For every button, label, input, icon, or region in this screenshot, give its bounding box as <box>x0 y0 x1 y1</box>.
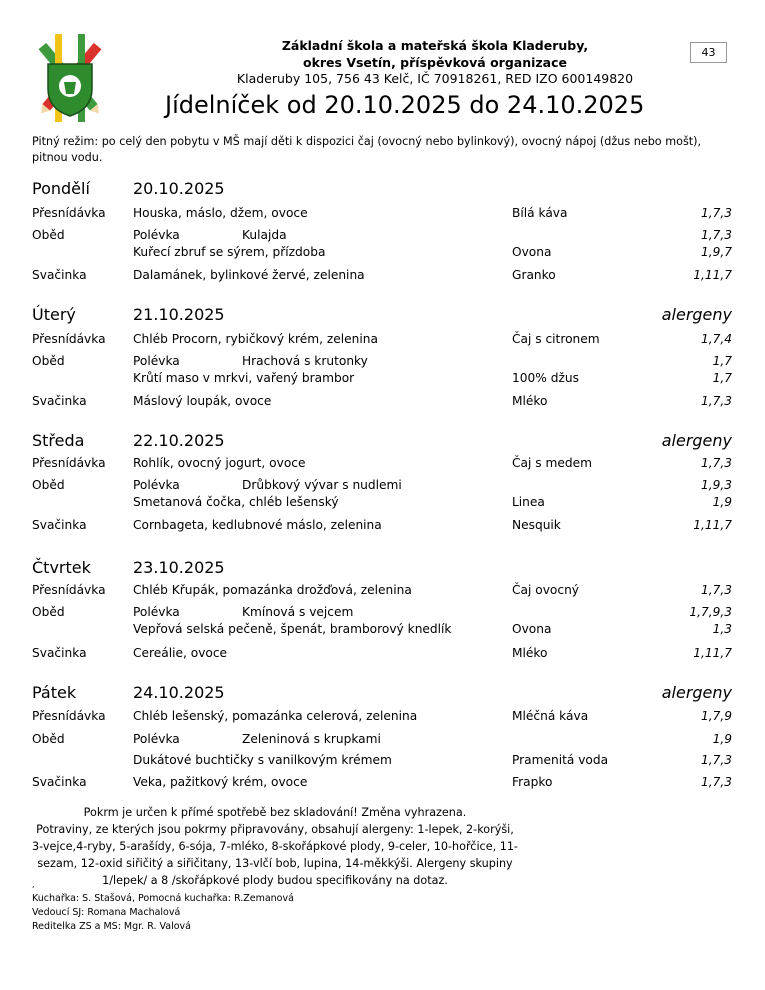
drink-item: Mléko <box>512 646 548 660</box>
staff-manager: Vedoucí SJ: Romana Machalová <box>32 907 181 918</box>
drink-item: Ovona <box>512 245 552 259</box>
school-name-line2: okres Vsetín, příspěvková organizace <box>302 55 567 70</box>
drink-item: Granko <box>512 268 556 282</box>
meal-type: Oběd <box>32 605 65 619</box>
allergen-codes: 1,9 <box>712 732 732 746</box>
allergens-heading: alergeny <box>661 305 732 324</box>
allergen-codes: 1,9 <box>712 495 732 509</box>
drink-item: Mléčná káva <box>512 709 589 723</box>
soup-name: Zeleninová s krupkami <box>242 732 381 746</box>
meal-type: Přesnídávka <box>32 456 106 470</box>
soup-name: Kmínová s vejcem <box>242 605 354 619</box>
footer-line: Pokrm je určen k přímé spotřebě bez skladování! Změna vyhrazena. <box>83 806 467 819</box>
drink-item: Čaj s citronem <box>512 332 600 346</box>
allergen-codes: 1,7,4 <box>700 332 732 346</box>
allergen-codes: 1,7,3 <box>700 775 732 789</box>
meal-type: Svačinka <box>32 646 87 660</box>
footer-line: 1/lepek/ a 8 /skořápkové plody budou specifikovány na dotaz. <box>102 874 448 887</box>
meal-type: Přesnídávka <box>32 583 106 597</box>
staff-director: Reditelka ZS a MS: Mgr. R. Valová <box>32 921 191 932</box>
meal-type: Svačinka <box>32 394 87 408</box>
day-name: Čtvrtek <box>32 558 91 577</box>
allergen-codes: 1,9,7 <box>700 245 732 259</box>
day-name: Úterý <box>32 305 76 324</box>
meal-type: Oběd <box>32 354 65 368</box>
food-item: Chléb Procorn, rybičkový krém, zelenina <box>133 332 378 346</box>
allergen-codes: 1,7 <box>712 354 732 368</box>
drink-item: Mléko <box>512 394 548 408</box>
allergen-codes: 1,7,9 <box>700 709 732 723</box>
day-date: 20.10.2025 <box>133 179 225 198</box>
day-name: Středa <box>32 431 85 450</box>
food-item: Máslový loupák, ovoce <box>133 394 272 408</box>
allergen-codes: 1,7,3 <box>700 456 732 470</box>
meal-type: Přesnídávka <box>32 332 106 346</box>
allergen-codes: 1,7,3 <box>700 394 732 408</box>
drink-item: Čaj ovocný <box>512 583 580 597</box>
day-date: 23.10.2025 <box>133 558 225 577</box>
crossed-pencils-shield-icon <box>30 34 110 124</box>
day-name: Pátek <box>32 683 77 702</box>
footer-line: 3-vejce,4-ryby, 5-arašídy, 6-sója, 7-mléko, 8-skořápkové plody, 9-celer, 10-hořčice, 11- <box>32 840 518 853</box>
food-item: Polévka <box>133 732 180 746</box>
soup-name: Drůbkový vývar s nudlemi <box>242 478 402 492</box>
allergen-codes: 1,11,7 <box>693 646 732 660</box>
allergen-codes: 1,7,3 <box>700 583 732 597</box>
day-date: 24.10.2025 <box>133 683 225 702</box>
footer-line: sezam, 12-oxid siřičitý a siřičitany, 13-vlčí bob, lupina, 14-měkkýši. Alergeny skupiny <box>37 857 513 870</box>
footer-mark: , <box>32 880 35 889</box>
school-logo <box>30 34 110 124</box>
drink-item: Nesquik <box>512 518 561 532</box>
food-item: Krůtí maso v mrkvi, vařený brambor <box>133 371 355 385</box>
food-item: Chléb lešenský, pomazánka celerová, zelenina <box>133 709 418 723</box>
soup-name: Hrachová s krutonky <box>242 354 368 368</box>
day-name: Pondělí <box>32 179 90 198</box>
meal-type: Oběd <box>32 478 65 492</box>
food-item: Chléb Křupák, pomazánka drožďová, zelenina <box>133 583 412 597</box>
drink-item: Linea <box>512 495 545 509</box>
drink-item: Čaj s medem <box>512 456 592 470</box>
day-date: 21.10.2025 <box>133 305 225 324</box>
page-title: Jídelníček od 20.10.2025 do 24.10.2025 <box>165 91 645 119</box>
meal-type: Svačinka <box>32 518 87 532</box>
food-item: Dukátové buchtičky s vanilkovým krémem <box>133 753 392 767</box>
school-address: Kladeruby 105, 756 43 Kelč, IČ 70918261, RED IZO 600149820 <box>236 71 634 86</box>
food-item: Cornbageta, kedlubnové máslo, zelenina <box>133 518 382 532</box>
allergen-codes: 1,9,3 <box>700 478 732 492</box>
food-item: Polévka <box>133 228 180 242</box>
allergen-codes: 1,7,3 <box>700 228 732 242</box>
food-item: Vepřová selská pečeně, špenát, bramborový knedlík <box>133 622 452 636</box>
drink-item: Bílá káva <box>512 206 568 220</box>
allergen-codes: 1,7,9,3 <box>689 605 732 619</box>
allergens-heading: alergeny <box>661 683 732 702</box>
allergen-codes: 1,3 <box>712 622 732 636</box>
meal-type: Oběd <box>32 228 65 242</box>
school-name-line1: Základní škola a mateřská škola Kladeruby, <box>281 38 589 53</box>
food-item: Polévka <box>133 478 180 492</box>
allergens-heading: alergeny <box>661 431 732 450</box>
allergen-codes: 1,7,3 <box>700 206 732 220</box>
drink-regime-note: Pitný režim: po celý den pobytu v MŠ mají děti k dispozici čaj (ovocný nebo bylinkový), ovocný nápoj (džus nebo mošt), pitnou vodu. <box>32 135 702 164</box>
meal-type: Přesnídávka <box>32 709 106 723</box>
meal-type: Svačinka <box>32 268 87 282</box>
food-item: Kuřecí zbruf se sýrem, přízdoba <box>133 245 326 259</box>
allergen-codes: 1,11,7 <box>693 518 732 532</box>
drink-item: Ovona <box>512 622 552 636</box>
meal-type: Oběd <box>32 732 65 746</box>
food-item: Veka, pažitkový krém, ovoce <box>133 775 308 789</box>
meal-type: Svačinka <box>32 775 87 789</box>
allergen-codes: 1,11,7 <box>693 268 732 282</box>
food-item: Smetanová čočka, chléb lešenský <box>133 495 339 509</box>
allergen-footer-note <box>30 804 520 889</box>
page-number: 43 <box>690 42 727 63</box>
drink-item: 100% džus <box>512 371 579 385</box>
staff-cooks: Kuchařka: S. Stašová, Pomocná kuchařka: R.Zemanová <box>32 893 294 904</box>
food-item: Cereálie, ovoce <box>133 646 228 660</box>
soup-name: Kulajda <box>242 228 287 242</box>
drink-item: Pramenitá voda <box>512 753 609 767</box>
food-item: Dalamánek, bylinkové žervé, zelenina <box>133 268 365 282</box>
meal-type: Přesnídávka <box>32 206 106 220</box>
food-item: Rohlík, ovocný jogurt, ovoce <box>133 456 306 470</box>
allergen-codes: 1,7,3 <box>700 753 732 767</box>
food-item: Houska, máslo, džem, ovoce <box>133 206 308 220</box>
day-date: 22.10.2025 <box>133 431 225 450</box>
allergen-codes: 1,7 <box>712 371 732 385</box>
food-item: Polévka <box>133 354 180 368</box>
food-item: Polévka <box>133 605 180 619</box>
footer-line: Potraviny, ze kterých jsou pokrmy připravovány, obsahují alergeny: 1-lepek, 2-korýši, <box>36 823 514 836</box>
drink-item: Frapko <box>512 775 553 789</box>
